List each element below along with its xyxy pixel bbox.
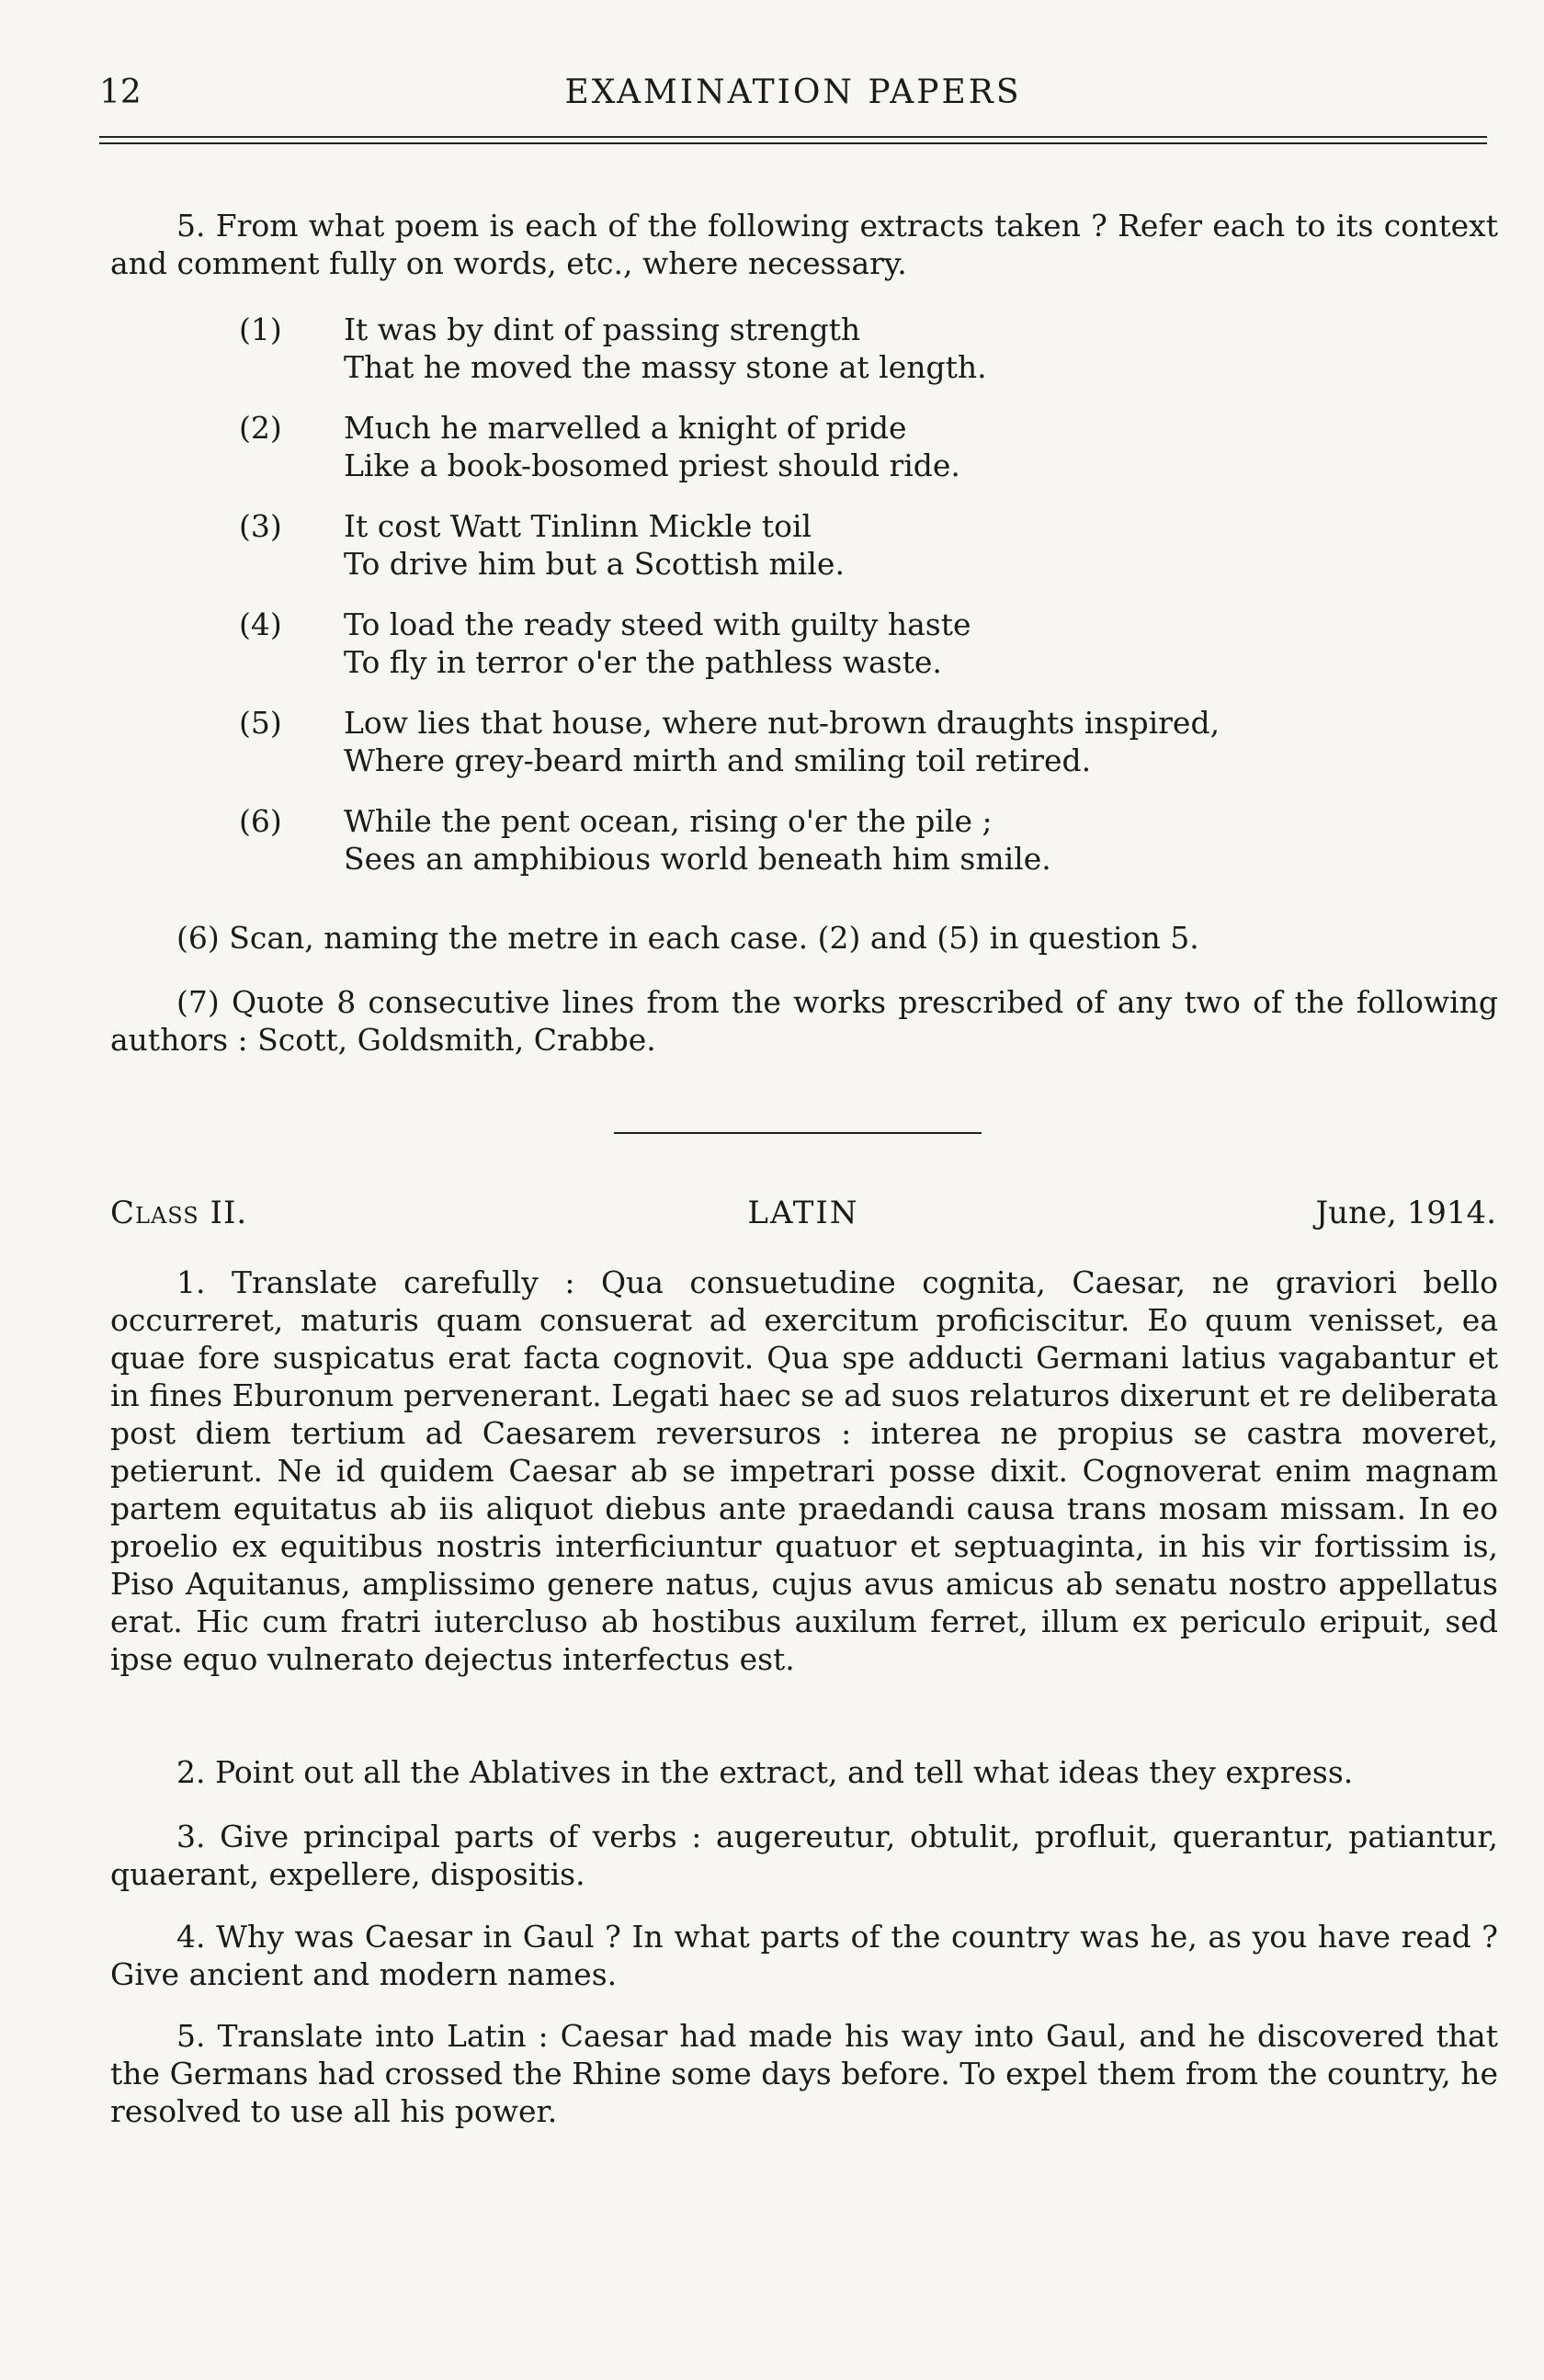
question-number: (7) — [176, 984, 220, 1020]
latin-question-3 — [110, 1818, 1498, 1893]
latin-question-5 — [110, 2017, 1498, 2130]
running-title: EXAMINATION PAPERS — [564, 74, 1022, 111]
extract-number: (5) — [239, 705, 282, 741]
latin-question-1 — [110, 1264, 1498, 1678]
running-head — [99, 74, 1487, 119]
class-label: Class II. — [110, 1195, 248, 1231]
extract-line: That he moved the massy stone at length. — [344, 349, 987, 385]
question-number: 5. — [176, 2018, 206, 2054]
extract-number: (4) — [239, 606, 282, 642]
section-divider — [614, 1132, 982, 1134]
extract-line: It cost Watt Tinlinn Mickle toil — [344, 508, 812, 544]
question-number: 5. — [176, 208, 206, 244]
extract-line: To drive him but a Scottish mile. — [344, 546, 845, 582]
question-number: 2. — [176, 1754, 206, 1790]
extract-item — [239, 704, 1434, 779]
exam-date: June, 1914. — [1315, 1195, 1496, 1231]
question-5-english — [110, 207, 1498, 282]
extract-number: (3) — [239, 508, 282, 544]
extract-line: To load the ready steed with guilty haste — [344, 606, 971, 642]
page-number: 12 — [99, 74, 142, 111]
latin-question-4 — [110, 1918, 1498, 1993]
subject-title: LATIN — [747, 1195, 859, 1231]
question-text: Why was Caesar in Gaul ? In what parts of the country was he, as you have read ? Give ancient and modern names. — [110, 1919, 1498, 1992]
question-text: Give principal parts of verbs : augereutur, obtulit, profluit, querantur, patiantur, quaerant, expellere, dispositis. — [110, 1819, 1498, 1892]
question-number: 3. — [176, 1819, 206, 1854]
extract-number: (2) — [239, 410, 282, 446]
extract-number: (1) — [239, 312, 282, 347]
extract-line: Low lies that house, where nut-brown draughts inspired, — [344, 705, 1220, 741]
extract-line: Sees an amphibious world beneath him smile. — [344, 841, 1051, 877]
question-number: 1. — [176, 1264, 206, 1300]
extract-number: (6) — [239, 803, 282, 839]
question-text: From what poem is each of the following extracts taken ? Refer each to its context and comment fully on words, etc., where necessary. — [110, 208, 1498, 281]
extract-line: Like a book-bosomed priest should ride. — [344, 448, 960, 483]
extract-item — [239, 802, 1434, 878]
question-number: (6) — [176, 920, 220, 956]
question-text: Point out all the Ablatives in the extract, and tell what ideas they express. — [215, 1754, 1354, 1790]
extract-line: Where grey-beard mirth and smiling toil retired. — [344, 742, 1092, 778]
extract-item — [239, 507, 1434, 583]
question-text: Quote 8 consecutive lines from the works prescribed of any two of the following authors : Scott, Goldsmith, Crabbe. — [110, 984, 1498, 1058]
extract-line: While the pent ocean, rising o'er the pile ; — [344, 803, 993, 839]
question-6-english — [110, 919, 1498, 957]
question-text: Scan, naming the metre in each case. (2) and (5) in question 5. — [229, 920, 1199, 956]
header-double-rule — [99, 136, 1487, 144]
extract-line: To fly in terror o'er the pathless waste. — [344, 644, 942, 680]
latin-section-heading — [110, 1195, 1496, 1236]
question-7-english — [110, 983, 1498, 1059]
extracts-list — [239, 311, 1434, 901]
extract-line: It was by dint of passing strength — [344, 312, 861, 347]
question-number: 4. — [176, 1919, 206, 1955]
extract-item — [239, 311, 1434, 386]
question-text: Translate carefully : Qua consuetudine cognita, Caesar, ne graviori bello occurreret, maturis quam consuerat ad exercitum proficiscitur. Eo quum venisset, ea quae fore suspicatus erat facta cognovit. Qua spe adducti Germani latius vagabantur et in fines Eburonum pervenerant. Legati haec se ad suos relaturos dixerunt et re deliberata post diem tertium ad Caesarem reversuros : interea ne propius se castra moveret, petierunt. Ne id quidem Caesar ab se impetrari posse dixit. Cognoverat enim magnam partem equitatus ab iis aliquot diebus ante praedandi causa trans mosam missam. In eo proelio ex equitibus nostris interficiuntur quatuor et septuaginta, in his vir fortissim is, Piso Aquitanus, amplissimo genere natus, cujus avus amicus ab senatu nostro appellatus erat. Hic cum fratri iutercluso ab hostibus auxilum ferret, illum ex periculo eripuit, sed ipse equo vulnerato dejectus interfectus est. — [110, 1264, 1498, 1677]
extract-item — [239, 409, 1434, 484]
latin-question-2 — [110, 1753, 1498, 1791]
extract-line: Much he marvelled a knight of pride — [344, 410, 907, 446]
extract-item — [239, 606, 1434, 681]
question-text: Translate into Latin : Caesar had made his way into Gaul, and he discovered that the Germans had crossed the Rhine some days before. To expel them from the country, he resolved to use all his power. — [110, 2018, 1498, 2129]
